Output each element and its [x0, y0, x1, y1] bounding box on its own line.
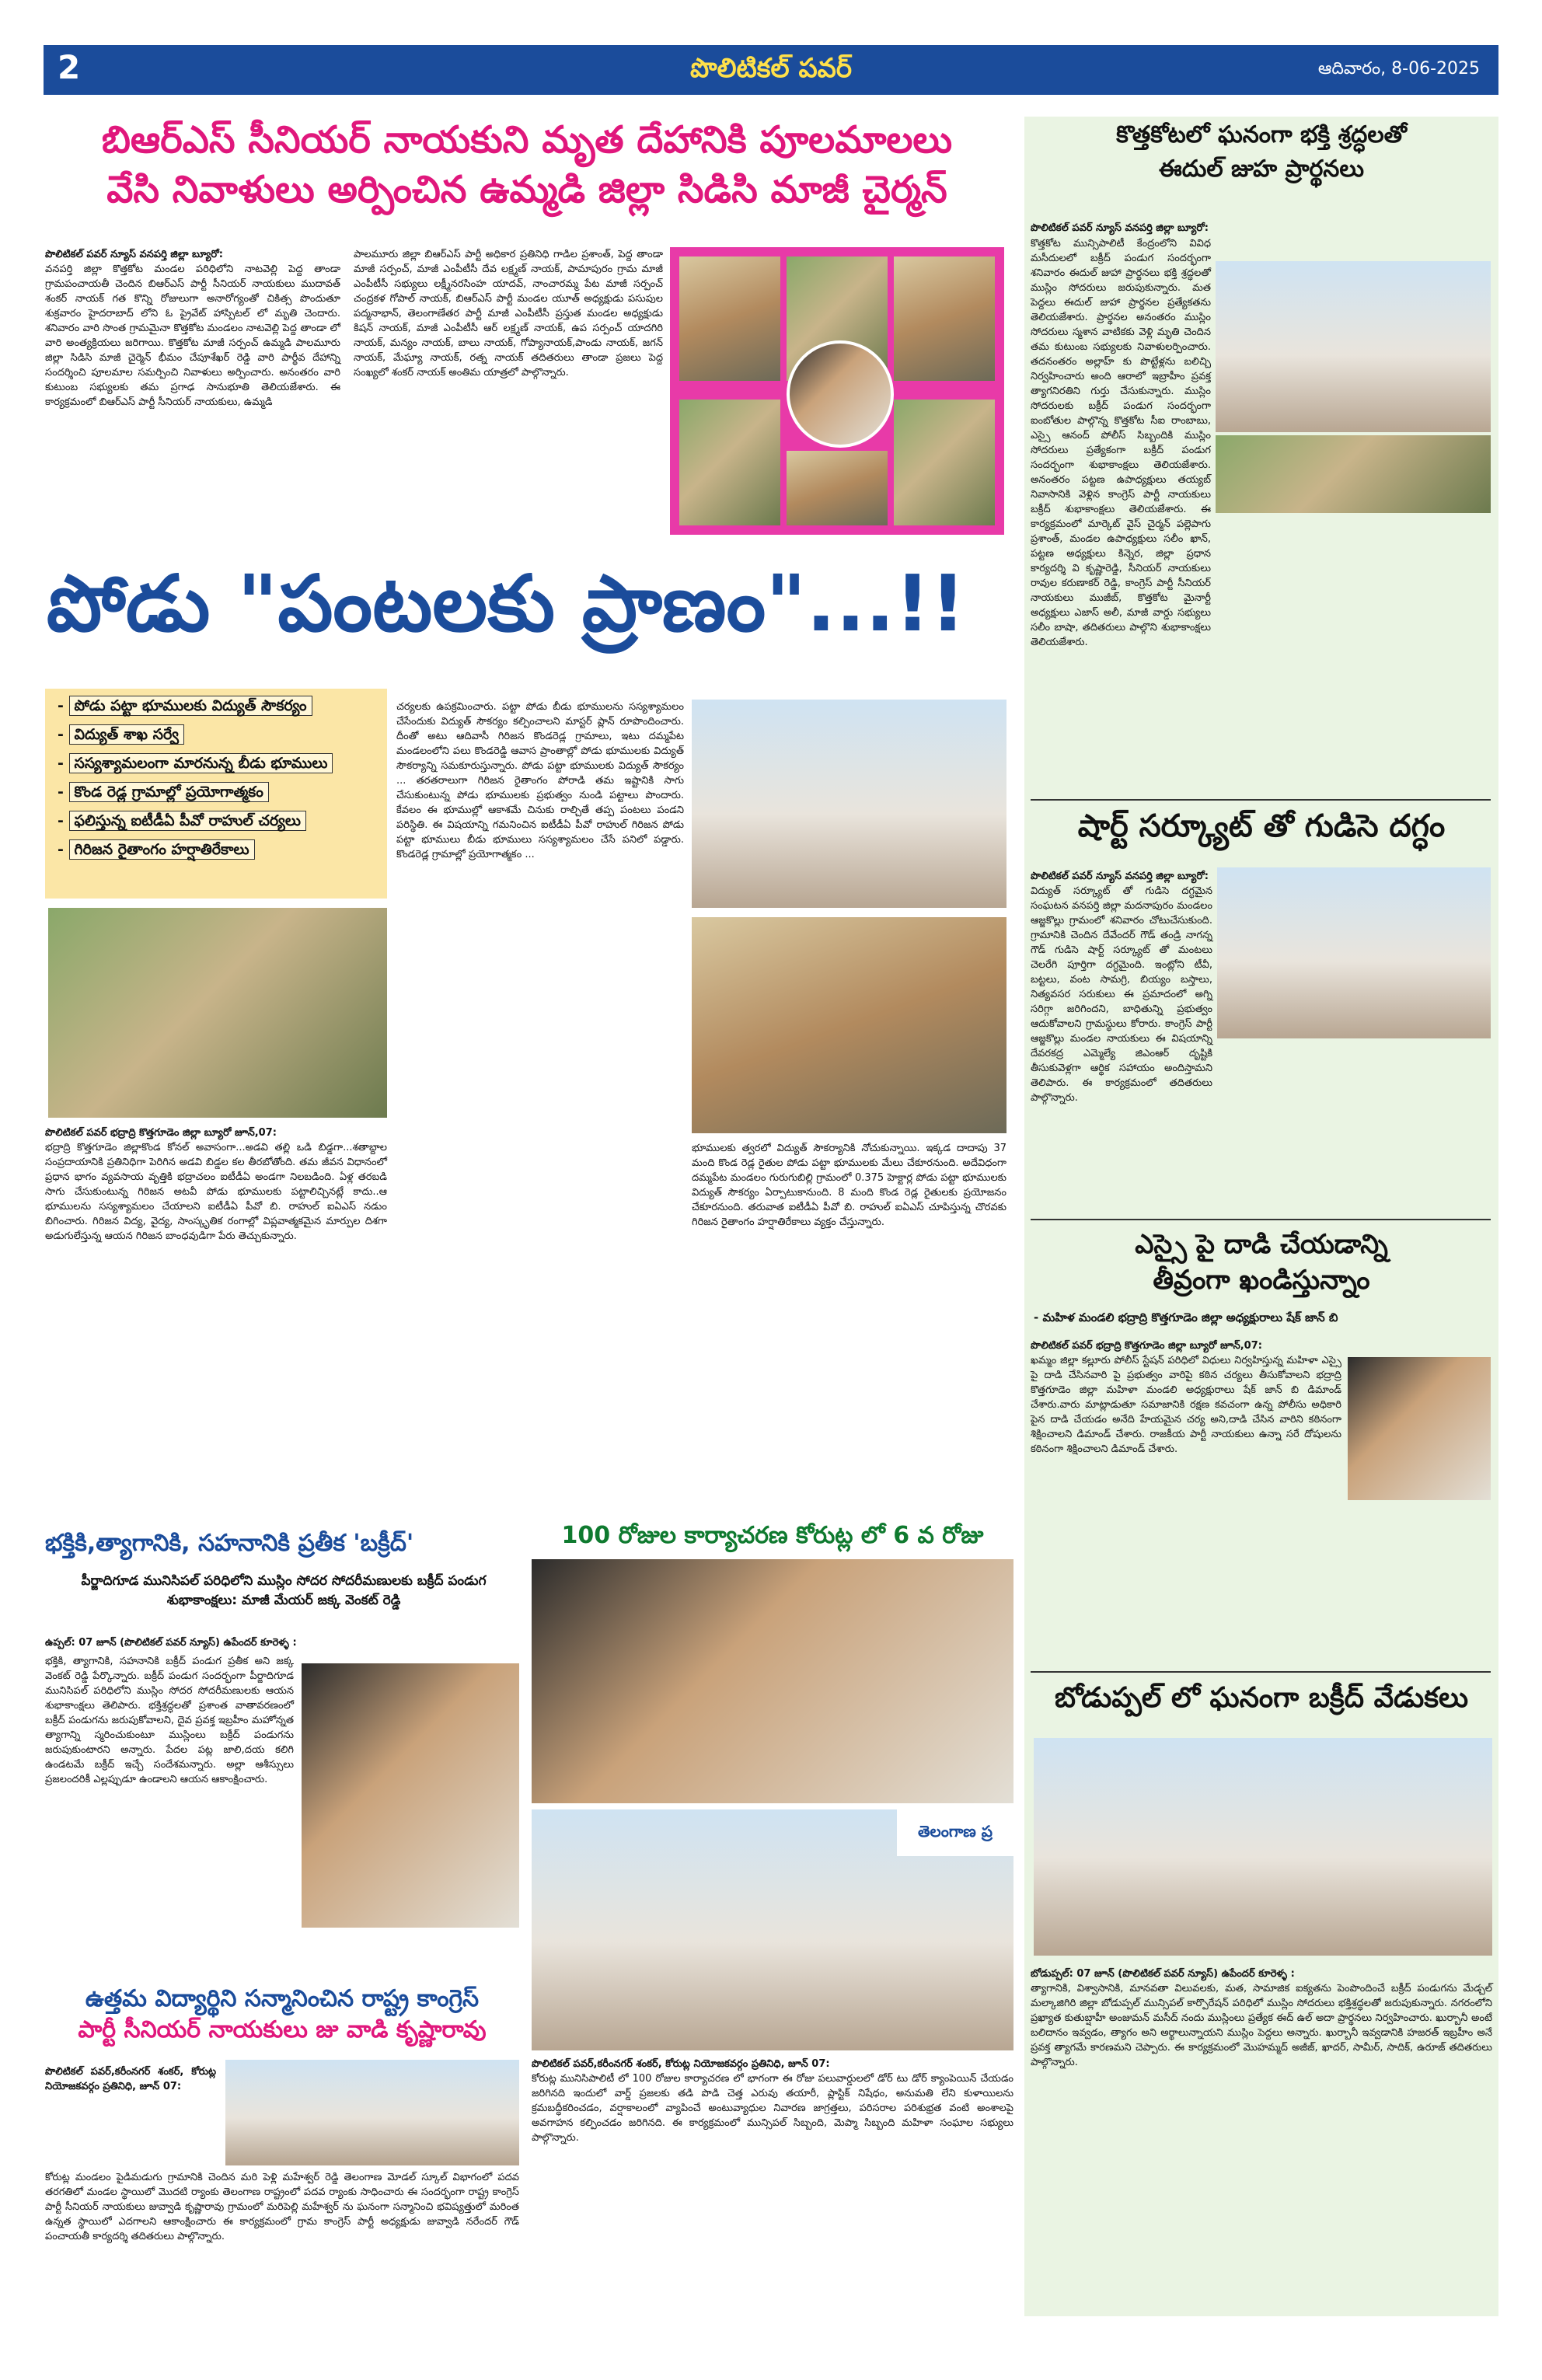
story9-body [1031, 1966, 1492, 2308]
story7-byline: పొలిటికల్ పవర్ న్యూస్ వనపర్తి జిల్లా బ్యూరో: [1031, 871, 1209, 882]
story8-portrait [1348, 1357, 1491, 1500]
story2-byline: పొలిటికల్ పవర్ భద్రాద్రి కొత్తగూడెం జిల్లా బ్యూరో జూన్,07: [45, 1127, 277, 1139]
story5-photo-doorstep [532, 1809, 1013, 2050]
bullet-item: - పోడు పట్టా భూములకు విద్యుత్ సౌకర్యం [53, 694, 379, 717]
story7-headline: షార్ట్ సర్క్యూట్ తో గుడిసె దగ్ధం [1077, 808, 1446, 844]
portrait-photo [787, 340, 894, 448]
story9-byline: బోడుప్పల్: 07 జూన్ (పొలిటికల్ పవర్ న్యూస్) ఉపేందర్ కూరెళ్ళ : [1031, 1968, 1295, 1980]
story1-text-col1: వనపర్తి జిల్లా కొత్తకోట మండల పరిధిలోని నాటవెల్లి పెద్ద తాండా గ్రామపంచాయతీ చెందిన బిఆర్ఎస్ పార్టీ సీనియర్ నాయకులు ముదావత్ శంకర్ నాయక్ గత కొన్ని రోజులుగా అనారోగ్యంతో చికిత్స పొందుతూ శుక్రవారం హైదరాబాద్ లోని ఓ ప్రైవేట్ హాస్పిటల్ లో మృతి చెందారు. శనివారం వారి సొంత గ్రామమైనా కొత్తకోట మండలం నాటవెల్లి పెద్ద తాండా లో వారి అంత్యక్రియలు జరిగాయి. కొత్తకోట మాజీ సర్పంచ్ ఉమ్మడి పాలమూరు జిల్లా సిడిసి మాజీ చైర్మెన్ భీమం చేపూశేఖర్ రెడ్డి వారి పార్థీవ దేహాన్ని సందర్శించి పూలమాల సమర్పించి నివాళులు అర్పించారు. అనంతరం వారి కుటుంబ సభ్యులకు తమ ప్రగాఢ సానుభూతి తెలియజేశారు. ఈ కార్యక్రమంలో బిఆర్ఎస్ పార్టీ సీనియర్ నాయకులు, ఉమ్మడి [45, 263, 340, 408]
story1-headline-line1: బిఆర్ఎస్ సీనియర్ నాయకుని మృత దేహానికి పూలమాలలు [101, 118, 953, 162]
story5-byline: పొలిటికల్ పవర్,కరీంనగర్ శంకర్, కోరుట్ల నియోజకవర్గం ప్రతినిధి, జూన్ 07: [532, 2058, 830, 2070]
story6-photo-2 [1216, 435, 1491, 513]
story4-headline-line2: పార్టీ సీనియర్ నాయకులు జు వాడి కృష్ణారావు [78, 2016, 487, 2043]
story6-photo-1 [1216, 261, 1491, 432]
issue-date: ఆదివారం, 8-06-2025 [1317, 59, 1480, 79]
collage-photo-5 [787, 451, 888, 525]
page-header [44, 45, 1498, 95]
story2-photo-field [692, 700, 1006, 908]
masthead-title: పొలిటికల్ పవర్ [690, 53, 852, 84]
story3-subhead: పీర్జాదిగూడ మునిసిపల్ పరిధిలోని ముస్లిం సోదర సోదరీమణులకు బక్రీద్ పండుగ శుభాకాంక్షలు: మాజీ మేయర్ జక్క వెంకట్ రెడ్డి [81, 1573, 487, 1608]
story8-headline-line2: తీవ్రంగా ఖండిస్తున్నాం [1153, 1265, 1370, 1296]
story3-text: భక్తికి, త్యాగానికి, సహనానికి బక్రీద్ పండుగ ప్రతీక అని జక్క వెంకట్ రెడ్డి పేర్కొన్నారు. బక్రీద్ పండుగ సందర్భంగా పీర్జాదిగూడ మునిసిపల్ పరిధిలోని ముస్లిం సోదర సోదరీమణులకు ఆయన శుభాకాంక్షలు తెలిపారు. భక్తిశ్రద్ధలతో ప్రశాంత వాతావరణంలో బక్రీద్ పండుగను జరుపుకోవాలని, దైవ ప్రవక్త ఇబ్రహీం మహోన్నత త్యాగాన్ని స్మరించుకుంటూ ముస్లింలు బక్రీద్ పండుగను జరుపుకుంటారని అన్నారు. పేదల పట్ల జాలి,దయ కలిగి ఉండటమే బక్రీద్ ఇచ్చే సందేశమన్నారు. అల్లా ఆశీస్సులు ప్రజలందరికీ ఎల్లప్పుడూ ఉండాలని ఆయన ఆకాంక్షించారు. [45, 1656, 294, 1785]
story8-subhead: - మహిళ మండలి భద్రాద్రి కొత్తగూడెం జిల్లా అధ్యక్షురాలు షేక్ జాన్ బి [1034, 1310, 1338, 1324]
bullet-item: - కొండ రెడ్ల గ్రామాల్లో ప్రయోగాత్మకం [53, 780, 379, 804]
story1-photo-collage [670, 247, 1004, 535]
story6-headline-line2: ఈదుల్ జుహ ప్రార్థనలు [1158, 155, 1365, 183]
story6-text-part2 [1031, 519, 1492, 791]
story9-headline: బోడుప్పల్ లో ఘనంగా బక్రీద్ వేడుకలు [1054, 1682, 1469, 1714]
story1-headline-line2: వేసి నివాళులు అర్పించిన ఉమ్మడి జిల్లా సిడిసి మాజీ చైర్మన్ [106, 168, 947, 211]
story8-headline-line1: ఎస్సై పై దాడి చేయడాన్ని [1135, 1229, 1388, 1260]
story4-byline: పొలిటికల్ పవర్,కరీంనగర్ శంకర్, కోరుట్ల నియోజకవర్గం ప్రతినిధి, జూన్ 07: [45, 2066, 216, 2092]
story5-body [532, 2057, 1013, 2313]
story4-headline [45, 1984, 519, 2046]
story1-headline [45, 115, 1009, 215]
bullet-item: - ఫలిస్తున్న ఐటీడీఏ పీవో రాహుల్ చర్యలు [53, 809, 379, 832]
story9-text: త్యాగానికి, విశ్వాసానికి, మానవతా విలువలకు, మత, సామాజిక ఐక్యతను పెంపొందించే బక్రీద్ పండుగను మేడ్చల్ మల్కాజిగిరి జిల్లా బోడుప్పల్ మున్సిపల్ కార్పొరేషన్ పరిధిలో ముస్లిం సోదరులు భక్తిశ్రద్ధలతో జరుపుకున్నారు. నగరంలోని ప్రఖ్యాత కుతుబ్షాహీ అంజుమన్ మసీద్ నందు ముస్లింలు ప్రత్యేక ఈద్ ఉల్ అదా ప్రార్థనలు నిర్వహించారు. ఖుర్బానీ అంటే బలిదానం ఇవ్వడం, త్యాగం అని అర్థాలున్నాయని ముస్లిం పెద్దలు అన్నారు. ఖుర్బానీ ఇవ్వడానికి హజరత్ ఇబ్రహీం అనే ప్రవక్త త్యాగమే కారణమని చెప్పారు. ఈ కార్యక్రమంలో మొహమ్మద్ అజీజ్, ఖాదర్, సామీర్, సాదిక్, ఉరూజ్ తదితరులు పాల్గొన్నారు. [1031, 1983, 1492, 2068]
bullet-item: - గిరిజన రైతాంగం హర్షాతిరేకాలు [53, 838, 379, 861]
divider [1031, 799, 1491, 801]
story6-text-part1: కొత్తకోట మున్సిపాలిటీ కేంద్రంలోని వివిధ మసీదులలో బక్రీద్ పండుగ సందర్భంగా శనివారం ఈదుల్ జుహా ప్రార్థనలు భక్తి శ్రద్ధలతో ముస్లిం సోదరులు జరుపుకున్నారు. మత పెద్దలు ఈదుల్ జుహా ప్రార్థనల ప్రత్యేకతను తెలియజేశారు. ప్రార్థనల అనంతరం ముస్లిం సోదరులు స్మశాన వాటికకు వెళ్లి మృతి చెందిన తమ కుటుంబ సభ్యులకు నివాళులర్పించారు. తదనంతరం అల్లాహ్ కు పొట్టేళ్లను బలిచ్చి నిర్వహించారు అంది ఆరాలో ఇబ్రాహీం ప్రవక్త త్యాగనిరతిని గుర్తు చేసుకున్నారు. ముస్లిం సోదరులకు బక్రీద్ పండుగ సందర్భంగా ఐంబోతుల పాల్గొన్న కొత్తకోట సీఐ రాంబాబు, ఎస్సై ఆనంద్ పోలీస్ సిబ్బందికి ముస్లిం సోదరులు ప్రత్యేకంగా బక్రీద్ పండుగ సందర్భంగా శుభాకాంక్షలు తెలియజేశారు. అనంతరం పట్టణ ఉపాధ్యక్షులు తయ్యబ్ నివాసానికి వెళ్లిన కాంగ్రెస్ పార్టీ నాయకులు బక్రీద్ శుభాకాంక్షలు తెలియజేశారు. ఈ కార్యక్రమంలో మార్కెట్ వైస్ చైర్మన్ పల్లెపాగు ప్రశాంత్, మండల ఉపాధ్యక్షులు సలీం ఖాన్, పట్టణ అధ్యక్షులు కిన్నెర, జిల్లా ప్రధాన కార్యదర్శి వి కృష్ణారెడ్డి, సీనియర్ నాయకులు రావుల కరుణాకర్ రెడ్డి, కాంగ్రెస్ పార్టీ సీనియర్ నాయకులు ముజీబ్, కొత్తకోట మైనార్టీ అధ్యక్షులు ఎజాస్ అలీ, మాజీ వార్డు సభ్యులు సలీం బాషా, తదితరులు పాల్గొని శుభాకాంక్షలు తెలియజేశారు. [1031, 238, 1211, 648]
story3-portrait [302, 1663, 519, 1928]
story6-headline [1026, 118, 1497, 187]
story2-photo-forest [48, 908, 387, 1118]
story4-headline-line1: ఉత్తమ విద్యార్థిని సన్మానించిన రాష్ట్ర కాంగ్రెస్ [85, 1985, 480, 2012]
story7-photo [1217, 867, 1491, 1038]
story1-byline: పొలిటికల్ పవర్ న్యూస్ వనపర్తి జిల్లా బ్యూరో: [45, 249, 223, 260]
story2-col3: భూములకు త్వరలో విద్యుత్ సౌకర్యానికి నోచుకున్నాయి. ఇక్కడ దాదాపు 37 మంది కొండ రెడ్ల రైతుల పోడు పట్టా భూములకు మేలు చేకూరనుంది. అదేవిధంగా దమ్మపేట మండలం గురుగుబిల్లి గ్రామంలో 0.375 హెక్టార్ల పోడు పట్టా భూములకు విద్యుత్ సౌకర్యం ఏర్పాటుకానుంది. 8 మంది కొండ రెడ్ల రైతులకు ప్రయోజనం చేకూరనుంది. తరువాత ఐటీడీఏ పీవో బి. రాహుల్ ఐఏఎస్ చూపిస్తున్న చొరవకు గిరిజన రైతాంగం హర్షాతిరేకాలు వ్యక్తం చేస్తున్నారు. [692, 1143, 1006, 1228]
story3-headline: భక్తికి,త్యాగానికి, సహనానికి ప్రతీక 'బక్రీద్' [45, 1530, 414, 1557]
collage-photo-6 [894, 400, 995, 525]
story2-photo-road [692, 917, 1006, 1133]
divider [1031, 1671, 1491, 1673]
story4-text: కోరుట్ల మండలం పైడిమడుగు గ్రామానికి చెందిన మరి పెళ్లి మహేశ్వర్ రెడ్డి తెలంగాణ మోడల్ స్కూల్ విభాగంలో పదవ తరగతిలో మండల స్థాయిలో మొదటి ర్యాంకు తెలంగాణ రాష్ట్రంలో పదవ ర్యాంకు సాధించారు ఈ సందర్భంగా రాష్ట్ర కాంగ్రెస్ పార్టీ సీనియర్ నాయకులు జువ్వాడి కృష్ణారావు గ్రామంలో మరిపెల్లి మహేశ్వర్ ను ఘనంగా సన్మానించి భవిష్యత్తులో మరింత ఉన్నత స్థాయిలో ఎదగాలని ఆకాంక్షించారు ఈ కార్యక్రమంలో గ్రామ కాంగ్రెస్ పార్టీ అధ్యక్షుడు జువ్వాడి నరేందర్ గౌడ్ పంచాయతీ కార్యదర్శి తదితరులు పాల్గొన్నారు. [45, 2172, 519, 2242]
story4-photo [225, 2060, 519, 2165]
story7-col1 [1031, 869, 1212, 1211]
collage-photo-4 [679, 400, 780, 525]
story2-col1 [45, 1125, 387, 1506]
banner-text: తెలంగాణ ప్ర [897, 1809, 1013, 1856]
story1-col2: పాలమూరు జిల్లా బిఆర్ఎస్ పార్టీ అధికార ప్రతినిధి గాడిల ప్రశాంత్, పెద్ద తాండా మాజీ సర్పంచ్, మాజీ ఎంపీటీసీ దేవ లక్ష్మణ్ నాయక్, పామాపురం గ్రామ మాజీ ఎంపీటీసీ సభ్యులు లక్ష్మీనరసింహ యాదవ్, నాంచారమ్మ పేట మాజీ సర్పంచ్ చంద్రకళ గోపాల్ నాయక్, బిఆర్ఎస్ పార్టీ మండల యూత్ అధ్యక్షుడు పసుపుల పద్మనాభాన్, తెలంగాణేతర పార్టీ మాజీ ఎంపీటీసీ ప్రస్తుత మండల అధ్యక్షుడు కిషన్ నాయక్, మాజీ ఎంపీటీసీ ఆర్ లక్ష్మణ్ నాయక్, ఉప సర్పంచ్ యాదగిరి నాయక్, మన్యం నాయక్, బాలు నాయక్, గోప్యానాయక్,పాండు నాయక్, జగన్ నాయక్, మేఘ్యా నాయక్, రత్న నాయక్ తదితరులు తాండా ప్రజలు పెద్ద సంఖ్యలో శంకర్ నాయక్ అంతిమ యాత్రలో పాల్గొన్నారు. [354, 249, 663, 379]
page-number: 2 [58, 48, 81, 86]
story2-text-col1: భద్రాద్రి కొత్తగూడెం జిల్లాకొండ కోనల్ అవాసంగా...అడవి తల్లి ఒడి బిడ్డగా...శతాబ్దాల సంప్రదాయానికి ప్రతినిధిగా పెరిగిన అడవి బిడ్డల కల తీరబోతోంది. తమ జీవన విధానంలో ప్రధాన భాగం వ్యవసాయ వృత్తికి భద్రాచలం ఐటీడీఏ అండగా నిలబడింది. ఏళ్ల తరబడి సాగు చేసుకుంటున్న గిరిజన అటవీ పోడు భూములకు పట్టాలిచ్చినట్లే కాదు..ఆ భూములను సస్యశ్యామలం చేయాలని ఐటీడీఏ పీవో బి. రాహుల్ ఐఏఎస్ నడుం బిగించారు. గిరిజన విద్య, వైద్య, సాంస్కృతిక రంగాల్లో విప్లవాత్మకమైన మార్పుల దిశగా అడుగులేస్తున్న ఆయన గిరిజన బాంధవుడిగా పేరు తెచ్చుకున్నారు. [45, 1142, 387, 1242]
bullet-item: - సస్యశ్యామలంగా మారనున్న బీడు భూములు [53, 752, 379, 775]
divider [1031, 1219, 1491, 1220]
story5-text: కోరుట్ల మునిసిపాలిటీ లో 100 రోజుల కార్యాచరణ లో భాగంగా ఈ రోజు పలువార్డులలో డోర్ టు డోర్ క్యాంపెయిన్ చేయడం జరిగినది ఇందులో వార్డ్ ప్రజలకు తడి పొడి చెత్త ఎరువు తయారీ, ప్లాస్టిక్ నిషేధం, అనుమతి లేని కుళాయిలను క్రమబద్ధీకరించడం, వర్షాకాలంలో వ్యాపించే అంటువ్యాధుల నివారణ జాగ్రత్తలు, పరిసరాల పరిశుభ్రత వంటి అంశాలపై అవగాహన కల్పించడం జరిగినది. ఈ కార్యక్రమంలో మున్సిపల్ సిబ్బంది, మెప్మా సిబ్బంది మహిళా సంఘాల సభ్యులు పాల్గొన్నారు. [532, 2073, 1013, 2144]
story7-text: విద్యుత్ సర్క్యూట్ తో గుడిసె దగ్ధమైన సంఘటన వనపర్తి జిల్లా మదనాపురం మండలం ఆజ్జకొల్లు గ్రామంలో శనివారం చోటుచేసుకుంది. గ్రామానికి చెందిన దేవేందర్ గౌడ్ తండ్రి నాగన్న గౌడ్ గుడిసె షార్ట్ సర్క్యూట్ తో మంటలు చెలరేగి పూర్తిగా దగ్ధమైంది. ఇంట్లోని టీవీ, బట్టలు, వంట సామగ్రి, బియ్యం బస్తాలు, నిత్యవసర సరుకులు ఈ ప్రమాదంలో అగ్ని సరిగ్గా జరిగిందని, బాధితున్ని ప్రభుత్వం ఆదుకోవాలని గ్రామస్థులు కోరారు. కాంగ్రెస్ పార్టీ ఆజ్జకొల్లు మండల నాయకులు ఈ విషయాన్ని దేవరకద్ర ఎమ్మెల్యే జిఎంఆర్ దృష్టికి తీసుకువెళ్లగా ఆర్థిక సహాయం అందిస్తామని తెలిపారు. ఈ కార్యక్రమంలో తదితరులు పాల్గొన్నారు. [1031, 885, 1212, 1104]
story6-headline-line1: కొత్తకోటలో ఘనంగా భక్తి శ్రద్ధలతో [1116, 121, 1407, 148]
story9-photo [1034, 1738, 1492, 1956]
story8-headline [1026, 1227, 1497, 1298]
story2-bullet-box [45, 689, 387, 899]
bullet-item: - విద్యుత్ శాఖ సర్వే [53, 723, 379, 746]
story8-body [1031, 1338, 1341, 1665]
story8-byline: పొలిటికల్ పవర్ భద్రాద్రి కొత్తగూడెం జిల్లా బ్యూరో జూన్,07: [1031, 1340, 1262, 1352]
story6-byline: పొలిటికల్ పవర్ న్యూస్ వనపర్తి జిల్లా బ్యూరో: [1031, 222, 1209, 234]
story2-col2: చర్యలకు ఉపక్రమించారు. పట్టా పోడు బీడు భూములను సస్యశ్యామలం చేసేందుకు విద్యుత్ సౌకర్యం కల్పించాలని మాస్టర్ ప్లాన్ రూపొందించారు. దీంతో అటు ఆదివాసీ గిరిజన కొండరెడ్ల గ్రామాలు, ఇటు దమ్మపేట మండలంలోని పలు కొండరెడ్డి ఆవాస ప్రాంతాల్లో పోడు భూములకు విద్యుత్ సౌకర్యాన్ని సమకూరుస్తున్నారు. పోడు పట్టా భూములకు విద్యుత్ సౌకర్యం ... తరతరాలుగా గిరిజన రైతాంగం పోరాడి తమ ఇష్టానికి సాగు చేసుకుంటున్న పోడు భూములకు ప్రభుత్వం నుండి పట్టాలు పొందారు. కేవలం ఈ భూముల్లో ఆకాశమే చినుకు రాల్చితే తప్ప పంటలు పండని పరిస్థితి. ఈ విషయాన్ని గమనించిన ఐటీడీఏ పీవో రాహుల్ గిరిజన పోడు పట్టా భూములు బీడు భూములు సస్యశ్యామలం చేసే పనిలో పడ్డారు. కొండరెడ్ల గ్రామాల్లో ప్రయోగాత్మకం ... [396, 701, 684, 860]
story3-byline: ఉప్పల్: 07 జూన్ (పొలిటికల్ పవర్ న్యూస్) ఉపేందర్ కూరెళ్ళ : [45, 1637, 297, 1649]
story1-col1 [45, 247, 340, 535]
story5-headline: 100 రోజుల కార్యాచరణ కోరుట్ల లో 6 వ రోజు [561, 1522, 984, 1549]
story8-text: ఖమ్మం జిల్లా కల్లూరు పోలీస్ స్టేషన్ పరిధిలో విధులు నిర్వహిస్తున్న మహిళా ఎస్సై పై దాడి చేసినవారి పై ప్రభుత్వం వారిపై కఠిన చర్యలు తీసుకోవాలని భద్రాద్రి కొత్తగూడెం జిల్లా మహిళా మండలి అధ్యక్షురాలు షేక్ జాన్ బి డిమాండ్ చేశారు.వారు మాట్లాడుతూ సమాజానికి రక్షణ కవచంగా ఉన్న పోలీసు అధికారి పైన దాడి చేయడం అనేది హేయమైన చర్య అని,దాడి చేసిన వారిని కఠినంగా శిక్షించాలని డిమాండ్ చేశారు. రాజకీయ పార్టీ నాయకులు ఉన్నా సరే దోషులను కఠినంగా శిక్షించాలని డిమాండ్ చేశారు. [1031, 1355, 1341, 1455]
story2-headline: పోడు "పంటలకు ప్రాణం"...!! [47, 558, 966, 649]
collage-photo-1 [679, 256, 780, 381]
collage-photo-3 [894, 256, 995, 381]
story5-photo-group [532, 1559, 1013, 1803]
